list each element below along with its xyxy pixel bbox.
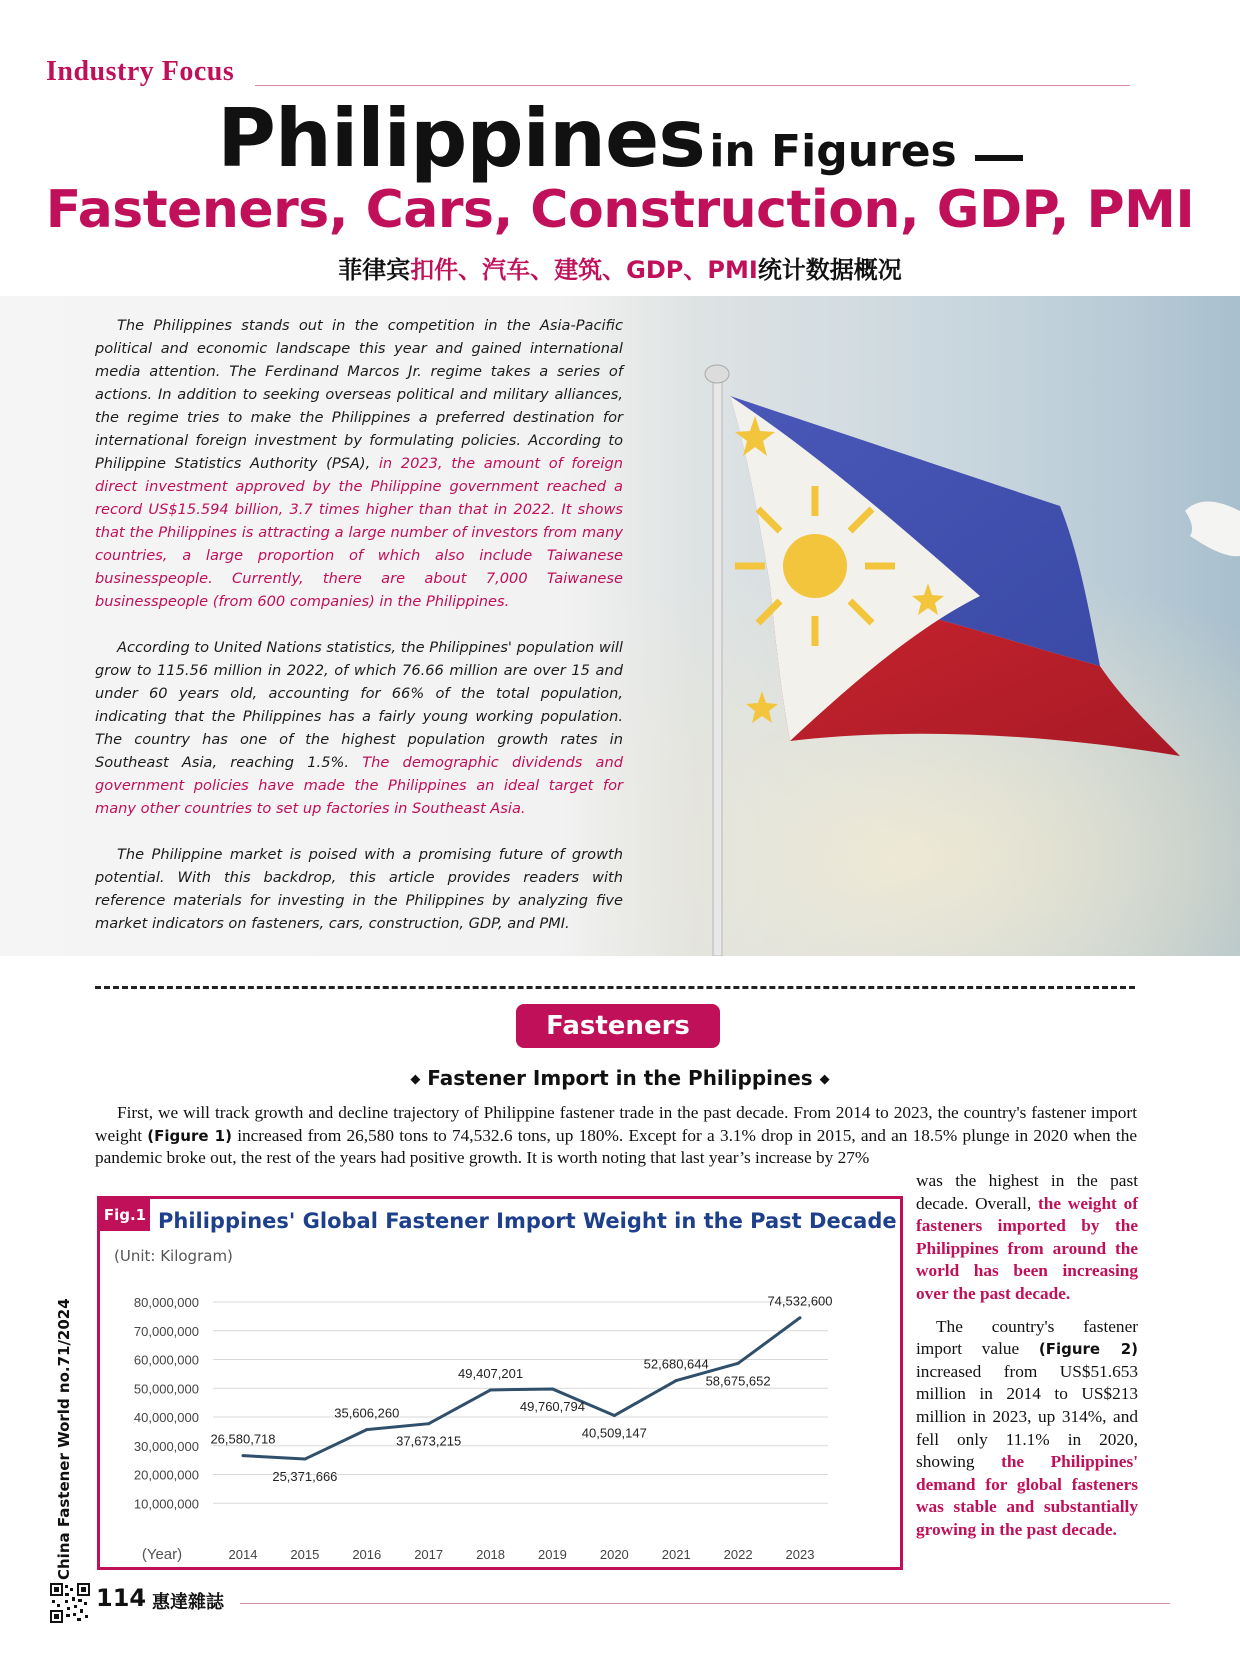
- page-number: 114: [96, 1584, 147, 1612]
- body-paragraph-1: [95, 1102, 1137, 1170]
- data-label: 74,532,600: [767, 1293, 833, 1309]
- intro-paragraph-1: [95, 314, 623, 613]
- x-tick-label: 2019: [537, 1547, 567, 1562]
- dashed-divider: [95, 986, 1135, 989]
- data-label: 40,509,147: [581, 1425, 647, 1441]
- x-tick-label: 2021: [661, 1547, 691, 1562]
- page-subtitle: Fasteners, Cars, Construction, GDP, PMI: [45, 180, 1195, 240]
- data-point: [365, 1428, 368, 1431]
- data-label: 49,760,794: [519, 1398, 585, 1414]
- figure-ref-2: (Figure 2): [1038, 1340, 1138, 1359]
- figure-unit: (Unit: Kilogram): [114, 1247, 233, 1265]
- figure-tag: Fig.1: [100, 1199, 150, 1231]
- data-point: [551, 1387, 554, 1390]
- figure-title: Philippines' Global Fastener Import Weight in the Past Decade: [158, 1209, 897, 1233]
- title-main: Philippines: [217, 92, 705, 185]
- y-tick-label: 40,000,000: [133, 1410, 199, 1425]
- section-tag: Industry Focus: [46, 56, 235, 87]
- y-tick-label: 80,000,000: [133, 1295, 199, 1310]
- x-tick-label: 2022: [723, 1547, 753, 1562]
- title-secondary: in Figures: [709, 126, 957, 177]
- y-tick-label: 10,000,000: [133, 1496, 199, 1512]
- figure-ref-1: (Figure 1): [147, 1126, 232, 1145]
- vertical-masthead-text: China Fastener World no.71/2024: [55, 1298, 73, 1580]
- y-tick-label: 30,000,000: [133, 1438, 199, 1454]
- x-tick-label: 2023: [785, 1547, 815, 1562]
- vertical-masthead: [55, 1298, 77, 1580]
- x-tick-label: 2014: [228, 1547, 258, 1562]
- section-subheading: [0, 1066, 1240, 1090]
- intro-p2-text: According to United Nations statistics, the Philippines' population will grow to 115.56 million in 2022, of which 76.66 million are over 15 and under 60 years old, accounting for 66% of the total population, indicating that the Philippines has a fairly young working population. The country has one of the highest population growth rates in Southeast Asia, reaching 1.5%.: [95, 639, 623, 771]
- data-point: [737, 1362, 740, 1365]
- side-p1-a: was the highest in the past decade. Overall,: [916, 1171, 1138, 1213]
- data-label: 37,673,215: [396, 1433, 462, 1449]
- y-tick-label: 50,000,000: [133, 1381, 199, 1397]
- chinese-title-part2: 扣件、汽车、建筑、GDP、PMI: [410, 256, 758, 284]
- data-label: 58,675,652: [705, 1373, 771, 1389]
- side-p1-highlight: the weight of fasteners imported by the Philippines from around the world has been increasing over the past decade.: [916, 1193, 1138, 1303]
- data-label: 52,680,644: [643, 1356, 709, 1372]
- data-point: [675, 1379, 678, 1382]
- data-label: 25,371,666: [272, 1469, 338, 1485]
- chinese-title-part3: 统计数据概况: [757, 256, 902, 284]
- line-chart: [100, 1270, 900, 1566]
- subheading-text: Fastener Import in the Philippines: [427, 1066, 813, 1090]
- magazine-name: 惠達雜誌: [152, 1592, 224, 1613]
- data-label: 49,407,201: [458, 1365, 524, 1381]
- side-p2-highlight: the Philippines' demand for global fasteners was stable and substantially growing in the past decade.: [916, 1452, 1138, 1539]
- x-tick-label: 2016: [352, 1547, 382, 1562]
- chinese-title-part1: 菲律宾: [338, 256, 411, 284]
- x-tick-label: 2017: [414, 1547, 444, 1562]
- side-paragraph-2: [916, 1316, 1138, 1542]
- chinese-title: [0, 250, 1240, 285]
- page-title: [0, 92, 1240, 185]
- header-rule: [255, 85, 1130, 86]
- bullet-right-icon: ◆: [819, 1072, 830, 1087]
- y-tick-label: 70,000,000: [133, 1323, 199, 1339]
- data-point: [303, 1458, 306, 1461]
- intro-text: [95, 314, 623, 958]
- footer-rule: [240, 1603, 1170, 1604]
- data-point: [489, 1388, 492, 1391]
- data-point: [613, 1414, 616, 1417]
- bullet-left-icon: ◆: [410, 1072, 421, 1087]
- x-axis-title: (Year): [141, 1546, 183, 1563]
- body-p1-b: increased from 26,580 tons to 74,532.6 tons, up 180%. Except for a 3.1% drop in 2015, and an 18.5% plunge in 2020 when the pandemic broke out, the rest of the years had positive growth. It is worth noting that last year’s increase by 27%: [95, 1125, 1138, 1168]
- data-label: 35,606,260: [334, 1405, 400, 1421]
- data-label: 26,580,718: [210, 1431, 276, 1447]
- section-pill: Fasteners: [516, 1004, 720, 1048]
- x-tick-label: 2018: [476, 1547, 506, 1562]
- intro-paragraph-2: [95, 636, 623, 820]
- side-p2-a: The country's fastener import value: [916, 1316, 1138, 1359]
- intro-p1-highlight: in 2023, the amount of foreign direct investment approved by the Philippine government reached a record US$15.594 billion, 3.7 times higher than that in 2022. It shows that the Philippines is attracting a large number of investors from many countries, a large proportion of which also include Taiwanese businesspeople. Currently, there are about 7,000 Taiwanese businesspeople (from 600 companies) in the Philippines.: [95, 455, 623, 610]
- y-tick-label: 60,000,000: [133, 1352, 199, 1368]
- body-p1-a: First, we will track growth and decline trajectory of Philippine fastener trade in the past decade. From 2014 to 2023, the country's fastener import weight: [95, 1103, 1137, 1145]
- intro-p2-highlight: The demographic dividends and government policies have made the Philippines an ideal target for many other countries to set up factories in Southeast Asia.: [95, 754, 623, 817]
- data-point: [242, 1454, 245, 1457]
- x-tick-label: 2020: [599, 1547, 629, 1562]
- data-point: [799, 1316, 802, 1319]
- qr-code-icon: [50, 1583, 90, 1623]
- intro-paragraph-3: The Philippine market is poised with a promising future of growth potential. With this backdrop, this article provides readers with reference materials for investing in the Philippines by analyzing five market indicators on fasteners, cars, construction, GDP, and PMI.: [95, 846, 623, 932]
- side-p2-b: increased from US$51.653 million in 2014 to US$213 million in 2023, up 314%, and fell only 11.1% in 2020, showing: [916, 1361, 1138, 1472]
- data-point: [427, 1422, 430, 1425]
- y-tick-label: 20,000,000: [133, 1467, 199, 1483]
- body-side-column: [916, 1170, 1138, 1542]
- intro-p1-text: The Philippines stands out in the competition in the Asia-Pacific political and economic landscape this year and gained international media attention. The Ferdinand Marcos Jr. regime takes a series of actions. In addition to seeking overseas political and military alliances, the regime tries to make the Philippines a preferred destination for international foreign investment by formulating policies. According to Philippine Statistics Authority (PSA),: [95, 317, 623, 472]
- x-tick-label: 2015: [290, 1547, 320, 1562]
- side-paragraph-1: [916, 1170, 1138, 1306]
- title-dash: [975, 155, 1023, 161]
